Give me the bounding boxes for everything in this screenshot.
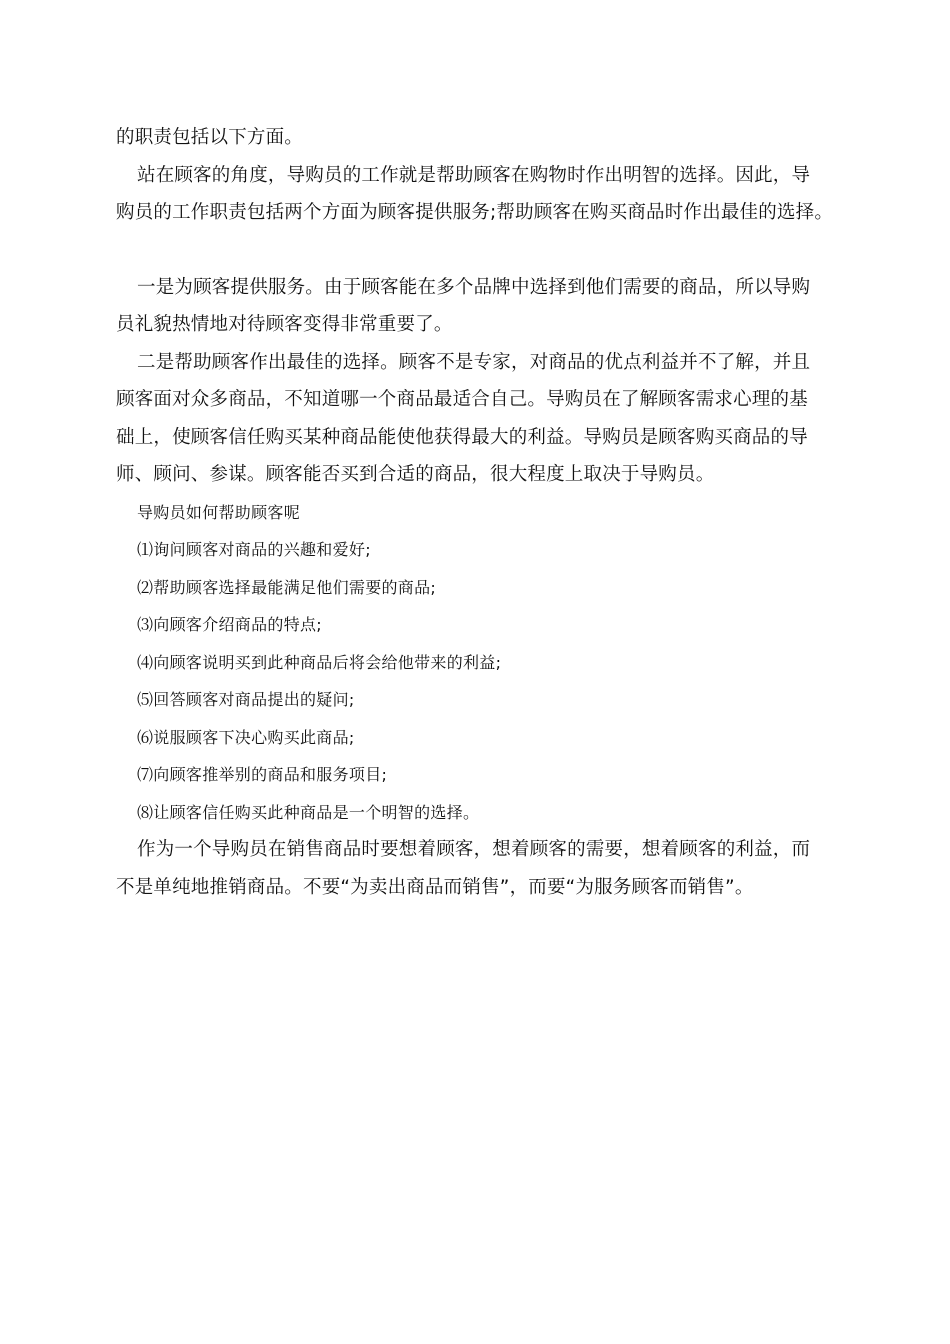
text-line: 导购员如何帮助顾客呢 [137, 503, 301, 522]
text-line: 的职责包括以下方面。 [116, 127, 304, 148]
list-item: ⑺向顾客推举别的商品和服务项目; [137, 765, 388, 784]
list-item: ⑹说服顾客下决心购买此商品; [137, 728, 355, 747]
list-item: ⑴询问顾客对商品的兴趣和爱好; [137, 540, 371, 559]
text-line: 顾客面对众多商品，不知道哪一个商品最适合自己。导购员在了解顾客需求心理的基 [116, 389, 808, 410]
list-item: ⑶向顾客介绍商品的特点; [137, 615, 322, 634]
list-item: ⑵帮助顾客选择最能满足他们需要的商品; [137, 578, 437, 597]
list-item: ⑷向顾客说明买到此种商品后将会给他带来的利益; [137, 653, 502, 672]
text-line: 作为一个导购员在销售商品时要想着顾客，想着顾客的需要，想着顾客的利益，而 [137, 839, 811, 860]
text-line: 不是单纯地推销商品。不要“为卖出商品而销售”，而要“为服务顾客而销售”。 [116, 877, 754, 898]
text-line: 一是为顾客提供服务。由于顾客能在多个品牌中选择到他们需要的商品，所以导购 [137, 277, 811, 298]
text-line: 师、顾问、参谋。顾客能否买到合适的商品，很大程度上取决于导购员。 [116, 464, 715, 485]
text-line: 员礼貌热情地对待顾客变得非常重要了。 [116, 314, 453, 335]
text-line: 站在顾客的角度，导购员的工作就是帮助顾客在购物时作出明智的选择。因此，导 [137, 165, 811, 186]
list-item: ⑻让顾客信任购买此种商品是一个明智的选择。 [137, 803, 480, 822]
text-line: 二是帮助顾客作出最佳的选择。顾客不是专家，对商品的优点利益并不了解，并且 [137, 352, 811, 373]
list-item: ⑸回答顾客对商品提出的疑问; [137, 690, 355, 709]
text-line: 础上，使顾客信任购买某种商品能使他获得最大的利益。导购员是顾客购买商品的导 [116, 427, 808, 448]
text-line: 购员的工作职责包括两个方面为顾客提供服务;帮助顾客在购买商品时作出最佳的选择。 [116, 202, 834, 223]
